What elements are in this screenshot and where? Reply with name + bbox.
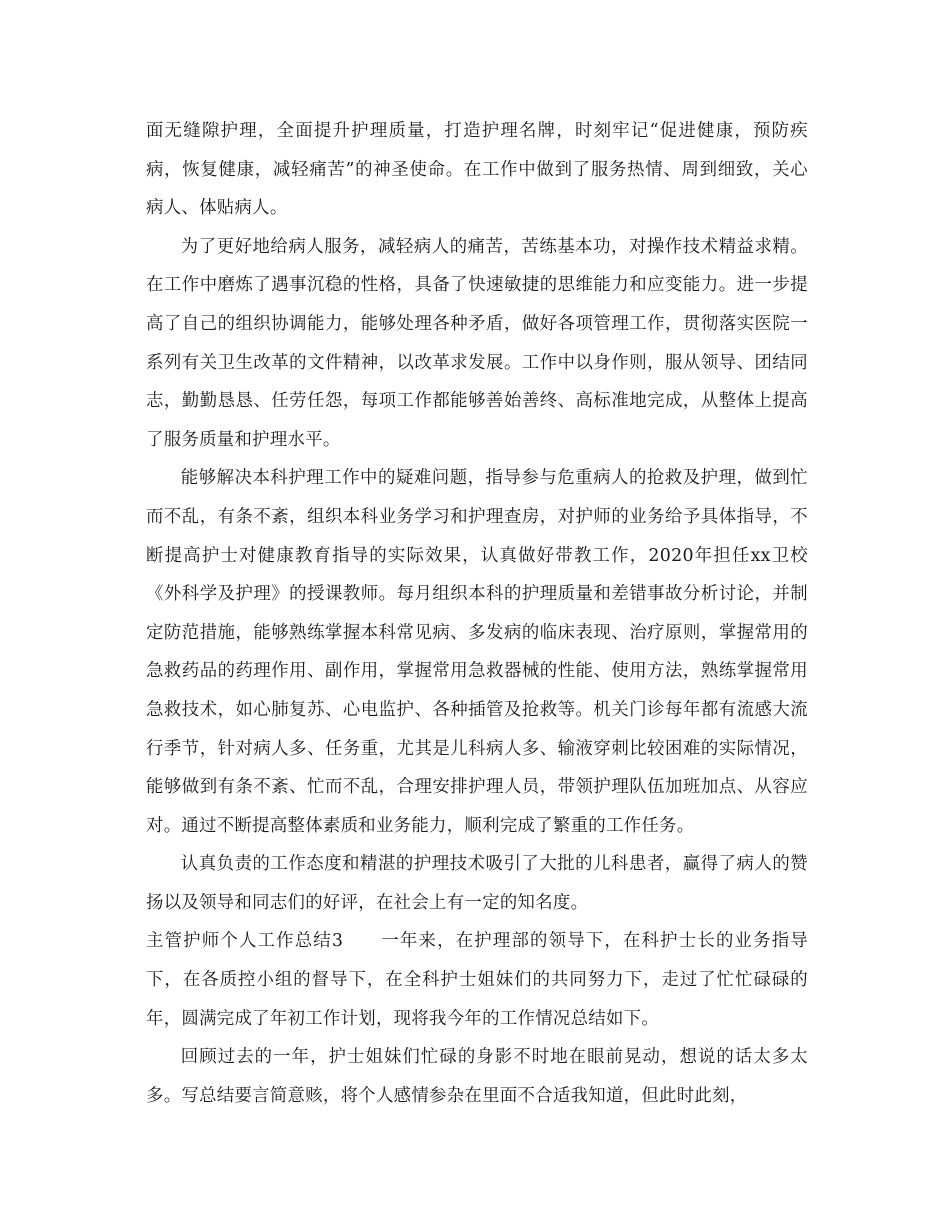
document-body <box>146 112 808 1115</box>
paragraph-5 <box>146 922 808 1038</box>
section-heading: 主管护师个人工作总结3 <box>146 931 382 952</box>
paragraph-3: 能够解决本科护理工作中的疑难问题，指导参与危重病人的抢救及护理，做到忙而不乱，有条不紊，组织本科业务学习和护理查房，对护师的业务给予具体指导，不断提高护士对健康教育指导的实际效果，认真做好带教工作，2020年担任xx卫校《外科学及护理》的授课教师。每月组织本科的护理质量和差错事故分析讨论，并制定防范措施，能够熟练掌握本科常见病、多发病的临床表现、治疗原则，掌握常用的急救药品的药理作用、副作用，掌握常用急救器械的性能、使用方法，熟练掌握常用急救技术，如心肺复苏、心电监护、各种插管及抢救等。机关门诊每年都有流感大流行季节，针对病人多、任务重，尤其是儿科病人多、输液穿刺比较困难的实际情况，能够做到有条不紊、忙而不乱，合理安排护理人员，带领护理队伍加班加点、从容应对。通过不断提高整体素质和业务能力，顺利完成了繁重的工作任务。 <box>146 468 808 836</box>
paragraph-2: 为了更好地给病人服务，减轻病人的痛苦，苦练基本功，对操作技术精益求精。在工作中磨炼了遇事沉稳的性格，具备了快速敏捷的思维能力和应变能力。进一步提高了自己的组织协调能力，能够处理各种矛盾，做好各项管理工作，贯彻落实医院一系列有关卫生改革的文件精神，以改革求发展。工作中以身作则，服从领导、团结同志，勤勤恳恳、任劳任怨，每项工作都能够善始善终、高标准地完成，从整体上提高了服务质量和护理水平。 <box>146 236 808 450</box>
paragraph-6: 回顾过去的一年，护士姐妹们忙碌的身影不时地在眼前晃动，想说的话太多太多。写总结要言简意赅，将个人感情参杂在里面不合适我知道，但此时此刻， <box>146 1047 808 1106</box>
paragraph-1: 面无缝隙护理，全面提升护理质量，打造护理名牌，时刻牢记“促进健康，预防疾病，恢复健康，减轻痛苦”的神圣使命。在工作中做到了服务热情、周到细致，关心病人、体贴病人。 <box>146 121 808 219</box>
paragraph-5-text: 一年来，在护理部的领导下，在科护士长的业务指导下，在各质控小组的督导下，在全科护士姐妹们的共同努力下，走过了忙忙碌碌的年，圆满完成了年初工作计划，现将我今年的工作情况总结如下。 <box>146 931 809 1029</box>
paragraph-4: 认真负责的工作态度和精湛的护理技术吸引了大批的儿科患者，赢得了病人的赞扬以及领导和同志们的好评，在社会上有一定的知名度。 <box>146 854 808 913</box>
